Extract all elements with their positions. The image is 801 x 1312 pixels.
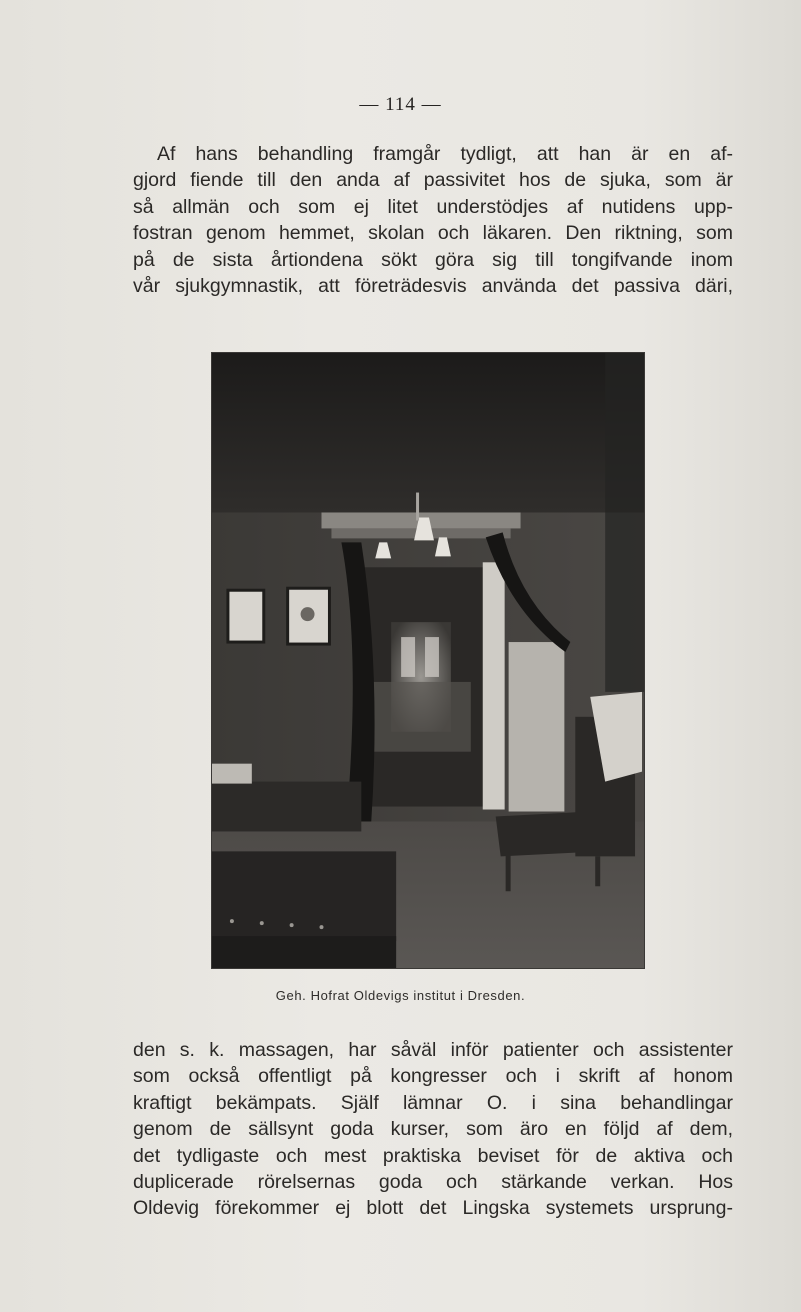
text-line: duplicerade rörelsernas goda och stärkande verkan. Hos	[133, 1171, 733, 1194]
text-line: fostran genom hemmet, skolan och läkaren. Den riktning, som	[133, 222, 733, 245]
text-line: så allmän och som ej litet understödjes af nutidens upp-	[133, 195, 733, 218]
text-line: som också offentligt på kongresser och i skrift af honom	[133, 1065, 733, 1088]
interior-photograph	[211, 352, 645, 969]
photo-caption: Geh. Hofrat Oldevigs institut i Dresden.	[275, 988, 526, 1003]
text-line: Oldevig förekommer ej blott det Lingska systemets ursprung-	[133, 1197, 733, 1220]
text-line: genom de sällsynt goda kurser, som äro en följd af dem,	[133, 1118, 733, 1141]
text-line: gjord fiende till den anda af passivitet hos de sjuka, som är	[133, 169, 733, 192]
page-number: — 114 —	[359, 94, 442, 115]
text-line: på de sista årtiondena sökt göra sig till tongifvande inom	[133, 248, 733, 271]
photo-illustration	[212, 353, 644, 968]
paragraph-bottom	[133, 1037, 733, 1222]
text-line: kraftigt bekämpats. Själf lämnar O. i sina behandlingar	[133, 1091, 733, 1114]
text-line: vår sjukgymnastik, att företrädesvis använda det passiva däri,	[133, 275, 733, 298]
text-line: den s. k. massagen, har såväl inför patienter och assistenter	[133, 1039, 733, 1061]
text-line: Af hans behandling framgår tydligt, att han är en af-	[157, 143, 733, 165]
paragraph-top	[133, 141, 733, 299]
text-line: det tydligaste och mest praktiska beviset för de aktiva och	[133, 1144, 733, 1167]
